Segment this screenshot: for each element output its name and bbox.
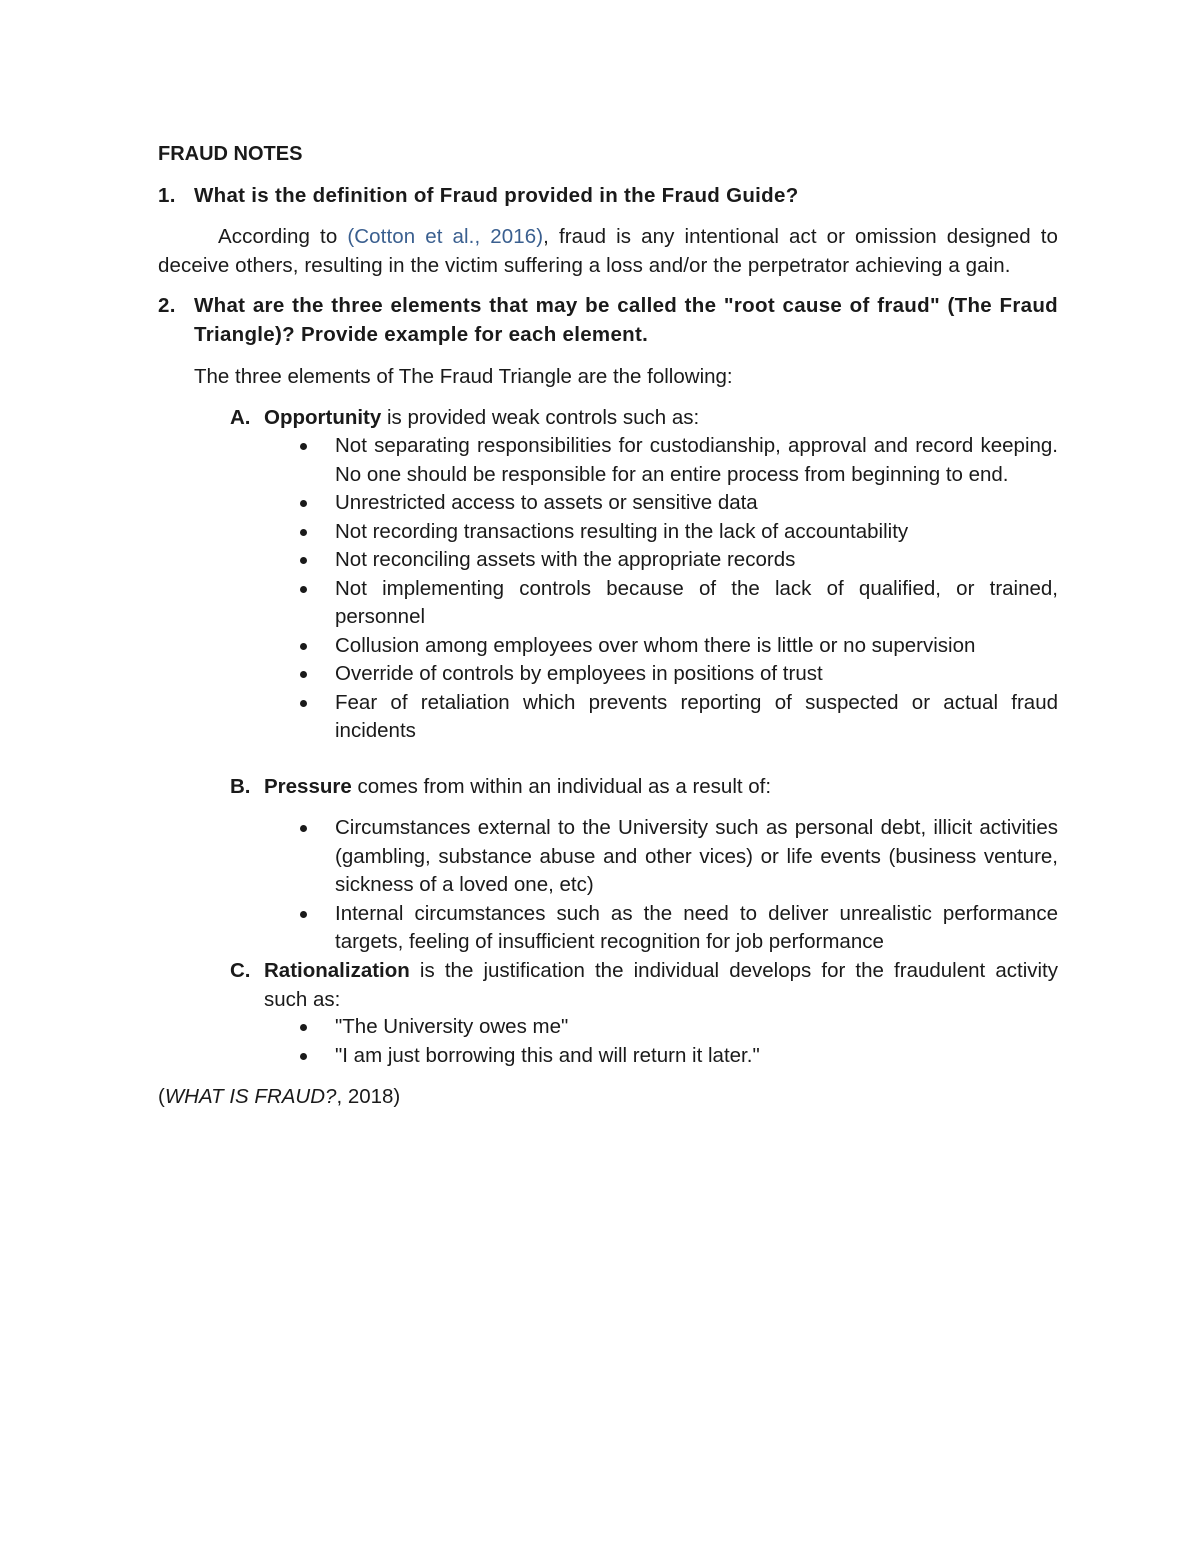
list-item: Internal circumstances such as the need to deliver unrealistic performance targets, feeling of insufficient recognition for job performance [300, 900, 1058, 957]
bullet-icon [300, 1024, 307, 1031]
list-item: Collusion among employees over whom there is little or no supervision [300, 632, 1058, 661]
answer-1-pre: According to [218, 225, 348, 248]
section-a-letter: A. [230, 406, 251, 429]
list-item: "I am just borrowing this and will return it later." [300, 1042, 1058, 1071]
page-title: FRAUD NOTES [158, 143, 303, 165]
bullet-icon [300, 825, 307, 832]
bullet-icon [300, 700, 307, 707]
section-c-list [300, 1013, 1058, 1070]
bullet-icon [300, 500, 307, 507]
question-1 [158, 182, 1058, 211]
list-item: "The University owes me" [300, 1013, 1058, 1042]
list-item: Not implementing controls because of the lack of qualified, or trained, personnel [300, 575, 1058, 632]
list-item: Unrestricted access to assets or sensitive data [300, 489, 1058, 518]
question-2-number: 2. [158, 294, 176, 317]
reference-title: WHAT IS FRAUD? [164, 1085, 337, 1108]
list-item: Not separating responsibilities for custodianship, approval and record keeping. No one should be responsible for an entire process from beginning to end. [300, 432, 1058, 489]
question-1-number: 1. [158, 184, 176, 207]
question-2-text: What are the three elements that may be called the "root cause of fraud" (The Fraud Triangle)? Provide example for each element. [194, 294, 1058, 346]
section-c-desc: is the justification the individual develops for the fraudulent activity such as: [264, 959, 1058, 1011]
bullet-icon [300, 671, 307, 678]
section-b-heading [230, 773, 1058, 802]
section-c-letter: C. [230, 959, 251, 982]
section-b-letter: B. [230, 775, 251, 798]
section-a-term: Opportunity [264, 406, 382, 429]
question-1-answer [158, 223, 1058, 280]
list-item: Override of controls by employees in positions of trust [300, 660, 1058, 689]
section-a-desc: is provided weak controls such as: [381, 406, 700, 429]
bullet-icon [300, 1053, 307, 1060]
section-c-heading [230, 957, 1058, 1014]
question-2 [158, 292, 1058, 349]
list-item: Circumstances external to the University such as personal debt, illicit activities (gambling, substance abuse and other vices) or life events (business venture, sickness of a loved one, etc) [300, 814, 1058, 900]
list-item: Not reconciling assets with the appropriate records [300, 546, 1058, 575]
bullet-icon [300, 443, 307, 450]
bullet-icon [300, 911, 307, 918]
section-a-heading [230, 404, 1058, 433]
question-1-text: What is the definition of Fraud provided in the Fraud Guide? [194, 184, 799, 207]
bullet-icon [300, 586, 307, 593]
answer-1-post: , fraud is any intentional act or omission designed to deceive others, resulting in the victim suffering a loss and/or the perpetrator achieving a gain. [158, 225, 1058, 277]
section-b-term: Pressure [264, 775, 352, 798]
section-b-list [300, 814, 1058, 957]
section-c-term: Rationalization [264, 959, 410, 982]
bullet-icon [300, 529, 307, 536]
section-a-list [300, 432, 1058, 746]
question-2-lead: The three elements of The Fraud Triangle are the following: [194, 365, 733, 388]
list-item: Fear of retaliation which prevents reporting of suspected or actual fraud incidents [300, 689, 1058, 746]
reference-citation: (WHAT IS FRAUD?, 2018) [158, 1085, 401, 1108]
answer-1-citation: (Cotton et al., 2016) [347, 225, 544, 248]
list-item: Not recording transactions resulting in the lack of accountability [300, 518, 1058, 547]
section-b-desc: comes from within an individual as a result of: [351, 775, 772, 798]
bullet-icon [300, 557, 307, 564]
bullet-icon [300, 643, 307, 650]
